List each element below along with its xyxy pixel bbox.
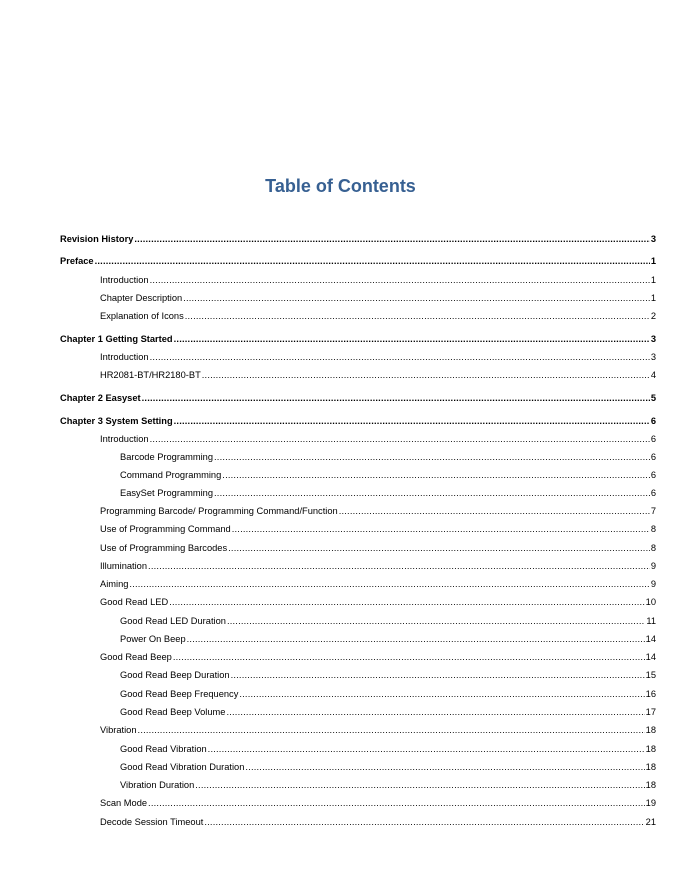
- toc-entry-page: 1: [650, 256, 656, 266]
- dot-leader: [228, 542, 650, 554]
- dot-leader: [150, 433, 650, 445]
- toc-entry-vibration[interactable]: [100, 724, 656, 736]
- toc-entry-chapter-1[interactable]: [60, 333, 656, 345]
- toc-entry-preface-introduction[interactable]: [100, 274, 656, 286]
- toc-entry-page: 3: [650, 352, 656, 362]
- toc-entry-page: 11: [646, 616, 656, 626]
- toc-entry-page: 8: [650, 524, 656, 534]
- toc-entry-label: Illumination: [100, 561, 148, 571]
- dot-leader: [202, 369, 650, 381]
- toc-entry-page: 17: [645, 707, 656, 717]
- toc-entry-page: 6: [650, 452, 656, 462]
- toc-entry-page: 18: [645, 762, 656, 772]
- toc-entry-good-read-vibration[interactable]: [120, 743, 656, 755]
- dot-leader: [214, 451, 650, 463]
- toc-entry-page: 7: [650, 506, 656, 516]
- toc-entry-label: Introduction: [100, 352, 149, 362]
- dot-leader: [142, 392, 650, 404]
- toc-entry-chapter-description[interactable]: [100, 292, 656, 304]
- toc-entry-chapter-2[interactable]: [60, 392, 656, 404]
- toc-entry-good-read-beep-volume[interactable]: [120, 706, 656, 718]
- dot-leader: [148, 560, 650, 572]
- toc-entry-good-read-led-duration[interactable]: [120, 615, 656, 627]
- toc-entry-page: 14: [645, 634, 656, 644]
- toc-entry-label: Revision History: [60, 234, 134, 244]
- dot-leader: [148, 797, 645, 809]
- dot-leader: [226, 706, 644, 718]
- toc-entry-label: HR2081-BT/HR2180-BT: [100, 370, 201, 380]
- dot-leader: [227, 615, 645, 627]
- toc-entry-ch3-introduction[interactable]: [100, 433, 656, 445]
- toc-entry-page: 16: [645, 689, 656, 699]
- toc-entry-page: 6: [650, 488, 656, 498]
- dot-leader: [138, 724, 645, 736]
- toc-entry-label: Chapter 1 Getting Started: [60, 334, 173, 344]
- dot-leader: [185, 310, 650, 322]
- toc-entry-label: Good Read LED: [100, 597, 169, 607]
- toc-entry-label: Good Read LED Duration: [120, 616, 226, 626]
- toc-entry-preface[interactable]: [60, 255, 656, 267]
- toc-entry-page: 3: [650, 234, 656, 244]
- toc-entry-page: 15: [645, 670, 656, 680]
- dot-leader: [174, 415, 650, 427]
- toc-entry-label: Good Read Vibration: [120, 744, 207, 754]
- toc-entry-label: Use of Programming Barcodes: [100, 543, 228, 553]
- toc-entry-page: 14: [645, 652, 656, 662]
- toc-entry-page: 18: [645, 780, 656, 790]
- dot-leader: [239, 688, 644, 700]
- toc-entry-label: Introduction: [100, 434, 149, 444]
- toc-entry-ch1-introduction[interactable]: [100, 351, 656, 363]
- dot-leader: [222, 469, 650, 481]
- dot-leader: [195, 779, 644, 791]
- toc-entry-label: Chapter 2 Easyset: [60, 393, 141, 403]
- toc-entry-revision-history[interactable]: [60, 233, 656, 245]
- toc-entry-label: Good Read Beep Duration: [120, 670, 230, 680]
- toc-entry-good-read-vibration-duration[interactable]: [120, 761, 656, 773]
- toc-entry-scan-mode[interactable]: [100, 797, 656, 809]
- toc-entry-hr2081-bt[interactable]: [100, 369, 656, 381]
- toc-entry-label: Explanation of Icons: [100, 311, 184, 321]
- toc-entry-label: Good Read Vibration Duration: [120, 762, 245, 772]
- toc-entry-vibration-duration[interactable]: [120, 779, 656, 791]
- toc-entry-use-of-programming-command[interactable]: [100, 523, 656, 535]
- dot-leader: [95, 255, 650, 267]
- toc-entry-label: Preface: [60, 256, 94, 266]
- dot-leader: [214, 487, 650, 499]
- toc-entry-page: 9: [650, 561, 656, 571]
- toc-entry-programming-barcode-command[interactable]: [100, 505, 656, 517]
- toc-entry-page: 5: [650, 393, 656, 403]
- toc-entry-page: 1: [650, 275, 656, 285]
- toc-entry-label: Command Programming: [120, 470, 222, 480]
- dot-leader: [169, 596, 644, 608]
- dot-leader: [208, 743, 645, 755]
- toc-entry-explanation-of-icons[interactable]: [100, 310, 656, 322]
- page-title: Table of Contents: [265, 176, 416, 196]
- toc-entry-label: Scan Mode: [100, 798, 148, 808]
- dot-leader: [204, 816, 644, 828]
- toc-entry-label: Chapter Description: [100, 293, 183, 303]
- toc-entry-good-read-beep-duration[interactable]: [120, 669, 656, 681]
- toc-entry-use-of-programming-barcodes[interactable]: [100, 542, 656, 554]
- toc-entry-page: 6: [650, 434, 656, 444]
- dot-leader: [150, 351, 650, 363]
- toc-entry-page: 18: [645, 725, 656, 735]
- toc-entry-label: Use of Programming Command: [100, 524, 231, 534]
- toc-entry-illumination[interactable]: [100, 560, 656, 572]
- toc-entry-label: Chapter 3 System Setting: [60, 416, 173, 426]
- toc-entry-aiming[interactable]: [100, 578, 656, 590]
- toc-entry-good-read-beep[interactable]: [100, 651, 656, 663]
- toc-entry-page: 21: [645, 817, 656, 827]
- toc-entry-label: Programming Barcode/ Programming Command/Function: [100, 506, 338, 516]
- toc-entry-page: 8: [650, 543, 656, 553]
- dot-leader: [174, 333, 650, 345]
- toc-entry-label: Decode Session Timeout: [100, 817, 204, 827]
- toc-entry-easyset-programming[interactable]: [120, 487, 656, 499]
- toc-entry-chapter-3[interactable]: [60, 415, 656, 427]
- toc-entry-decode-session-timeout[interactable]: [100, 816, 656, 828]
- dot-leader: [129, 578, 649, 590]
- toc-entry-label: Aiming: [100, 579, 129, 589]
- toc-entry-power-on-beep[interactable]: [120, 633, 656, 645]
- toc-entry-page: 3: [650, 334, 656, 344]
- toc-entry-page: 18: [645, 744, 656, 754]
- toc-entry-label: Good Read Beep Volume: [120, 707, 226, 717]
- toc-entry-page: 2: [650, 311, 656, 321]
- toc-entry-page: 6: [650, 416, 656, 426]
- dot-leader: [245, 761, 644, 773]
- toc-entry-label: Introduction: [100, 275, 149, 285]
- toc-entry-label: Vibration: [100, 725, 137, 735]
- toc-entry-barcode-programming[interactable]: [120, 451, 656, 463]
- dot-leader: [173, 651, 645, 663]
- toc-entry-label: Vibration Duration: [120, 780, 195, 790]
- dot-leader: [150, 274, 650, 286]
- toc-entry-command-programming[interactable]: [120, 469, 656, 481]
- toc-entry-page: 6: [650, 470, 656, 480]
- toc-entry-page: 9: [650, 579, 656, 589]
- dot-leader: [232, 523, 650, 535]
- toc-entry-label: Good Read Beep: [100, 652, 172, 662]
- toc-entry-label: EasySet Programming: [120, 488, 214, 498]
- toc-entry-label: Power On Beep: [120, 634, 186, 644]
- toc-entry-good-read-beep-frequency[interactable]: [120, 688, 656, 700]
- dot-leader: [339, 505, 650, 517]
- toc-entry-page: 19: [645, 798, 656, 808]
- dot-leader: [183, 292, 650, 304]
- toc-entry-label: Barcode Programming: [120, 452, 214, 462]
- toc-entry-label: Good Read Beep Frequency: [120, 689, 239, 699]
- dot-leader: [134, 233, 649, 245]
- toc-entry-page: 10: [645, 597, 656, 607]
- toc-entry-page: 1: [650, 293, 656, 303]
- toc-entry-page: 4: [650, 370, 656, 380]
- dot-leader: [187, 633, 645, 645]
- toc-entry-good-read-led[interactable]: [100, 596, 656, 608]
- dot-leader: [231, 669, 645, 681]
